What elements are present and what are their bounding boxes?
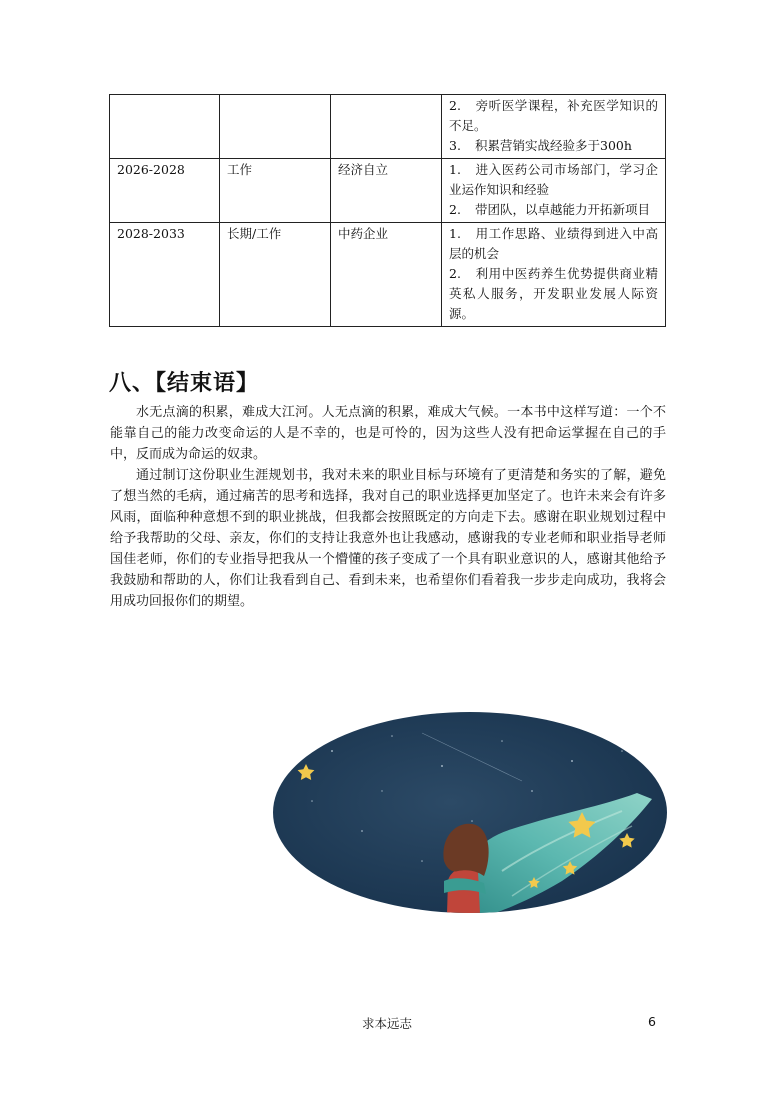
page-number: 6: [648, 1014, 656, 1029]
goal-item: [449, 264, 658, 324]
section-heading: 八、【结束语】: [109, 371, 260, 396]
goal-number: 1.: [449, 226, 461, 241]
career-plan-table: [109, 94, 666, 327]
goal-text: 积累营销实战经验多于300h: [475, 138, 632, 153]
cell-period: 2028-2033: [110, 223, 220, 327]
goal-number: 2.: [449, 266, 461, 281]
goal-item: [449, 136, 658, 156]
cell-period: 2026-2028: [110, 159, 220, 223]
goal-number: 2.: [449, 202, 461, 217]
closing-text: [110, 402, 666, 612]
goal-item: [449, 160, 658, 200]
cell-goals: [442, 159, 666, 223]
goal-text: 带团队，以卓越能力开拓新项目: [475, 202, 651, 217]
goal-item: [449, 200, 658, 220]
goal-text: 用工作思路、业绩得到进入中高层的机会: [449, 226, 658, 261]
goal-text: 进入医药公司市场部门，学习企业运作知识和经验: [449, 162, 658, 197]
table-row: [110, 223, 666, 327]
cell-target: 中药企业: [331, 223, 442, 327]
goal-number: 3.: [449, 138, 461, 153]
paragraph: 通过制订这份职业生涯规划书，我对未来的职业目标与环境有了更清楚和务实的了解，避免了想当然的毛病，通过痛苦的思考和选择，我对自己的职业选择更加坚定了。也许未来会有许多风雨，面临种种意想不到的职业挑战，但我都会按照既定的方向走下去。感谢在职业规划过程中给予我帮助的父母、亲友，你们的支持让我意外也让我感动，感谢我的专业老师和职业指导老师国佳老师，你们的专业指导把我从一个懵懂的孩子变成了一个具有职业意识的人，感谢其他给予我鼓励和帮助的人，你们让我看到自己、看到未来，也希望你们看着我一步步走向成功，我将会用成功回报你们的期望。: [110, 468, 666, 609]
table-row: [110, 159, 666, 223]
goal-text: 利用中医药养生优势提供商业精英私人服务，开发职业发展人际资源。: [449, 266, 658, 321]
cell-period: [110, 95, 220, 159]
table-row: [110, 95, 666, 159]
cell-target: [331, 95, 442, 159]
goal-item: [449, 224, 658, 264]
goal-number: 2.: [449, 98, 461, 113]
paragraph: 水无点滴的积累，难成大江河。人无点滴的积累，难成大气候。一本书中这样写道：一个不能靠自己的能力改变命运的人是不幸的，也是可怜的，因为这些人没有把命运掌握在自己的手中，反而成为命运的奴隶。: [110, 405, 666, 462]
cell-goals: [442, 223, 666, 327]
cell-stage: [220, 95, 331, 159]
goal-number: 1.: [449, 162, 461, 177]
cell-stage: 工作: [220, 159, 331, 223]
goal-text: 旁听医学课程，补充医学知识的不足。: [449, 98, 658, 133]
cell-goals: [442, 95, 666, 159]
footer-title: 求本远志: [361, 1016, 412, 1031]
night-sky-illustration: [272, 711, 668, 914]
cell-stage: 长期/工作: [220, 223, 331, 327]
cell-target: 经济自立: [331, 159, 442, 223]
goal-item: [449, 96, 658, 136]
